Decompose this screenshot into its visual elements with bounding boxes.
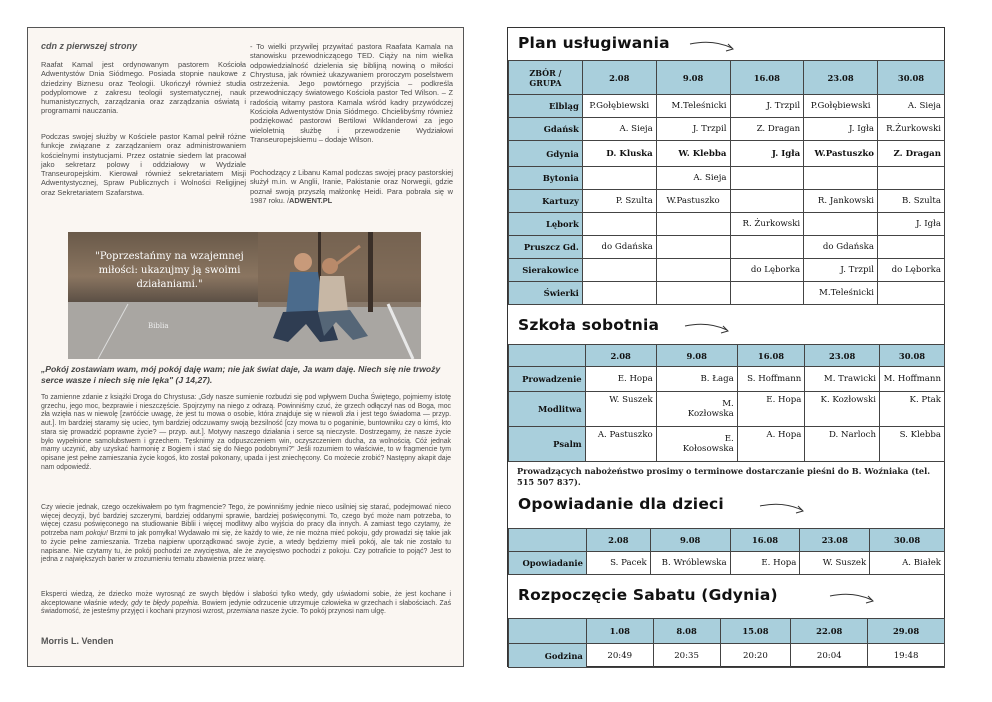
plan-cell <box>582 213 656 236</box>
author-name: Morris L. Venden <box>41 636 114 646</box>
ss-date: 30.08 <box>880 345 945 367</box>
plan-cell: J. Trzpil <box>656 118 730 141</box>
plan-row <box>509 95 945 118</box>
plan-date: 23.08 <box>804 61 878 95</box>
plan-table <box>508 60 945 305</box>
plan-cell: do Gdańska <box>582 236 656 259</box>
plan-row-name: Elbląg <box>509 95 583 118</box>
reflection-para3-em3: przemiana <box>226 608 259 616</box>
sabbath-start-title: Rozpoczęcie Sabatu (Gdynia) <box>518 586 778 604</box>
plan-date: 9.08 <box>656 61 730 95</box>
plan-date: 2.08 <box>582 61 656 95</box>
plan-cell: R. Jankowski <box>804 190 878 213</box>
sst-cell: 19:48 <box>868 644 945 668</box>
ss-cell: E. Kołosowska <box>656 427 737 462</box>
banner-quote-source: Biblia <box>148 322 169 330</box>
plan-cell <box>804 213 878 236</box>
ss-cell: K. Ptak <box>880 392 945 427</box>
article-col2-para1: - To wielki przywilej przywitać pastora Raafata Kamala na stanowisku przewodniczącego TED. Ciąży na nim wielka odpowiedzialność dzielenia się biblijną nowiną o miłości Chrystusa, jak również ukazywaniem proroczym poselstwem ostrzeżenia. Jego powtórnego przyjścia – podkreśla przewodniczący światowego Kościoła pastor Ted Wilson. – Z radością witamy pastora Kamala wśród kadry przywódczej Kościoła Adwentystów Dnia Siódmego. Chcielibyśmy również podziękować pastorowi Bertilowi Wiklanderowi za jego wieloletnią służbę i przewodzenie Wydziałowi Transeuropejskiemu – dodaje Wilson. <box>250 42 453 144</box>
plan-row <box>509 141 945 167</box>
children-story-arrow-icon <box>758 500 808 518</box>
plan-cell: R.Żurkowski <box>878 118 945 141</box>
cs-row-name: Opowiadanie <box>509 552 587 575</box>
plan-cell <box>730 190 804 213</box>
ss-cell: S. Hoffmann <box>737 367 805 392</box>
plan-cell: W.Pastuszko <box>656 190 730 213</box>
plan-cell: do Lęborka <box>878 259 945 282</box>
plan-cell <box>582 167 656 190</box>
plan-cell: P. Szulta <box>582 190 656 213</box>
sst-cell: 20:35 <box>653 644 720 668</box>
cs-cell: E. Hopa <box>730 552 800 575</box>
reflection-para2-a: Czy wiecie jednak, czego oczekiwałem po tym fragmencie? Tego, że powinniśmy jednie nieco usilniej się starać, podejmować nieco więcej decyzji, być bardziej szczerymi, bardziej oddanymi sprawie, bardziej poświęconymi. To, czego być może nam potrzeba, to więcej czasu poświęconego na studiowanie Biblii i więcej modlitwy albo wyjścia do pracy dla innych. A zamiast tego czytamy, że potrzeba nam <box>41 504 451 538</box>
plan-cell: Z. Dragan <box>730 118 804 141</box>
newsletter-right-page <box>507 27 945 667</box>
cs-date: 23.08 <box>800 529 870 552</box>
sabbath-school-title: Szkoła sobotnia <box>518 316 660 334</box>
sst-row-name: Godzina <box>509 644 587 668</box>
quote-banner-image <box>68 232 421 359</box>
cs-corner <box>509 529 587 552</box>
sst-cell: 20:04 <box>791 644 868 668</box>
sst-date: 22.08 <box>791 619 868 644</box>
plan-row-name: Świerki <box>509 282 583 305</box>
plan-cell: A. Sieja <box>878 95 945 118</box>
ss-cell: E. Hopa <box>585 367 656 392</box>
sst-date: 8.08 <box>653 619 720 644</box>
plan-row-name: Sierakowice <box>509 259 583 282</box>
ss-date: 16.08 <box>737 345 805 367</box>
plan-cell: J. Trzpil <box>804 259 878 282</box>
plan-row-name: Gdańsk <box>509 118 583 141</box>
plan-row <box>509 213 945 236</box>
plan-row <box>509 236 945 259</box>
cs-date: 16.08 <box>730 529 800 552</box>
plan-cell <box>730 167 804 190</box>
plan-cell <box>656 236 730 259</box>
plan-cell: B. Szulta <box>878 190 945 213</box>
reflection-para3-a: Eksperci wiedzą, że dziecko może wyrosnąć ze swych błędów i słabości tylko wtedy, gdy uświadomi sobie, że jest kochane i akceptowane właśnie <box>41 591 451 607</box>
plan-cell: J. Igła <box>804 118 878 141</box>
reflection-para3-b: te <box>142 599 153 607</box>
ss-row <box>509 427 945 462</box>
ss-date: 23.08 <box>805 345 880 367</box>
plan-cell: W. Klebba <box>656 141 730 167</box>
cs-cell: S. Pacek <box>586 552 650 575</box>
plan-cell <box>878 236 945 259</box>
ss-row <box>509 392 945 427</box>
plan-cell: do Gdańska <box>804 236 878 259</box>
plan-cell <box>582 282 656 305</box>
children-story-table <box>508 528 945 575</box>
plan-cell: J. Trzpil <box>730 95 804 118</box>
reflection-para2-b: Brzmi to jak pomyłka! Wydawało mi się, że każdy to wie, że nie można mieć pokoju, gdy prowadzi się takie jak to życie pełne zamieszania. Trzeba najpierw uporządkować swoje życie, a wtedy będziemy mieli pokój, ale tak nie zostało tu napisane. Nie czytamy tu, że pokój pochodzi ze zwycięstwa, ale że zwycięstwo pochodzi z pokoju. Czy potraficie to pojąć? Jest to jedna z największych barier w zrozumieniu tematu zbawienia przez wiarę. <box>41 530 451 564</box>
ss-cell: K. Kozłowski <box>805 392 880 427</box>
plan-cell <box>878 282 945 305</box>
plan-cell: A. Sieja <box>582 118 656 141</box>
ss-date: 2.08 <box>585 345 656 367</box>
plan-row <box>509 118 945 141</box>
cs-cell: B. Wróblewska <box>650 552 730 575</box>
ss-cell: D. Narloch <box>805 427 880 462</box>
plan-cell: Z. Dragan <box>878 141 945 167</box>
plan-cell: P.Gołębiewski <box>582 95 656 118</box>
ss-cell: B. Łaga <box>656 367 737 392</box>
plan-cell: D. Kluska <box>582 141 656 167</box>
plan-cell <box>730 282 804 305</box>
sst-date: 1.08 <box>586 619 653 644</box>
plan-cell: J. Igła <box>730 141 804 167</box>
plan-cell: W.Pastuszko <box>804 141 878 167</box>
ss-cell: A. Pastuszko <box>585 427 656 462</box>
ss-cell: M. Kozłowska <box>656 392 737 427</box>
plan-cell <box>656 213 730 236</box>
plan-row-name: Kartuzy <box>509 190 583 213</box>
cs-row <box>509 552 945 575</box>
plan-title: Plan usługiwania <box>518 34 670 52</box>
plan-row <box>509 190 945 213</box>
sabbath-start-table <box>508 618 945 668</box>
plan-row-name: Bytonia <box>509 167 583 190</box>
plan-cell <box>656 282 730 305</box>
plan-corner: ZBÓR / GRUPA <box>509 61 583 95</box>
reflection-para2 <box>41 504 451 565</box>
sst-row <box>509 644 945 668</box>
banner-quote: "Poprzestańmy na wzajemnej miłości: ukazujmy ją swoimi działaniami." <box>95 251 244 290</box>
ss-cell: M. Trawicki <box>805 367 880 392</box>
article-col1-para1: Raafat Kamal jest ordynowanym pastorem Kościoła Adwentystów Dnia Siódmego. Posiada stopnie naukowe z dziedziny Biznesu oraz Teologii. Ukończył również studia podyplomowe z zakresu teologii systematycznej, nauk humanistycznych, zarządzania oraz zarządzania oświatą i programami nauczania. <box>41 60 246 116</box>
ss-date: 9.08 <box>656 345 737 367</box>
reflection-para3-d: nasze życie. To pokój przynosi nam ulgę. <box>258 608 386 616</box>
sst-cell: 20:49 <box>586 644 653 668</box>
plan-row <box>509 282 945 305</box>
ss-row-name: Prowadzenie <box>509 367 586 392</box>
article-col2-para2 <box>250 168 453 205</box>
ss-corner <box>509 345 586 367</box>
cs-date: 2.08 <box>586 529 650 552</box>
cs-cell: A. Białek <box>870 552 945 575</box>
plan-row <box>509 259 945 282</box>
plan-cell <box>878 167 945 190</box>
ss-cell: E. Hopa <box>737 392 805 427</box>
sst-date: 15.08 <box>720 619 791 644</box>
article-col2-para2-text: Pochodzący z Libanu Kamal podczas swojej pracy pastorskiej służył m.in. w Anglii, Iranie, Pakistanie oraz Norwegii, gdzie poznał swoją przyszłą małżonkę Heidi. Para pobrała się w 1987 roku. / <box>250 168 453 205</box>
ss-cell: M. Hoffmann <box>880 367 945 392</box>
plan-cell <box>804 167 878 190</box>
sst-corner <box>509 619 587 644</box>
reflection-para3-em1: wtedy, gdy <box>109 599 143 607</box>
newsletter-left-page <box>27 27 464 667</box>
plan-date: 16.08 <box>730 61 804 95</box>
sabbath-school-arrow-icon <box>683 320 733 338</box>
reflection-para1: To zamienne zdanie z książki Droga do Chrystusa: „Gdy nasze sumienie rozbudzi się pod wpływem Ducha Świętego, pojmiemy istotę grzechu, jego moc, bezprawie i nieszczęście. Spojrzymy na niego z odrazą. Powinniśmy czuć, że grzech odłączył nas od Boga, moc zła wzięła nas w niewolę [zwróćcie uwagę, że jest tu mowa o osobie, która znajduje się w niewoli zła i jest tego świadoma — przyp. aut.]. Im bardziej staramy się uciec, tym bardziej odczuwamy swoją bezsilność [czy mowa tu o poganinie, buntowniku czy o kimś, kto stara się prowadzić poprawne życie? — przyp. aut.]. Motywy naszego działania i serce są nieczyste. Dostrzegamy, że nasze życie było wypełnione samolubstwem i grzechem. Tęsknimy za odpuszczeniem win, oczyszczeniem ducha, za wolnością. Cóż jednak mamy uczynić, aby uzyskać harmonię z Bogiem i stać się do Niego podobnymi?" Jeśli rozumiem to właściwie, to w fragmencie tym opisane jest pełne zamieszania życie kogoś, kto został pokonany, upada i jest zniechęcony. Co możecie zrobić? Następny akapit daje nam odpowiedź. <box>41 394 451 471</box>
ss-row-name: Modlitwa <box>509 392 586 427</box>
reflection-para3-c: Bowiem jedynie odrzucenie utrzymuje człowieka w grzechach i słabościach. Zaś świadomość, że jesteśmy przyjęci i kochani przynosi wzrost, <box>41 599 452 616</box>
plan-cell: A. Sieja <box>656 167 730 190</box>
plan-cell: M.Teleśnicki <box>804 282 878 305</box>
children-story-title: Opowiadanie dla dzieci <box>518 495 724 513</box>
plan-cell <box>582 259 656 282</box>
bible-verse: „Pokój zostawiam wam, mój pokój daję wam; nie jak świat daje, Ja wam daję. Niech się nie trwoży serce wasze i niech się nie lęka" (J 14,27). <box>41 364 441 385</box>
plan-cell <box>656 259 730 282</box>
ss-cell: S. Klebba <box>880 427 945 462</box>
reflection-para3 <box>41 591 451 617</box>
plan-cell: J. Igła <box>878 213 945 236</box>
sst-date: 29.08 <box>868 619 945 644</box>
plan-cell <box>730 236 804 259</box>
plan-cell: M.Teleśnicki <box>656 95 730 118</box>
sabbath-school-note: Prowadzących nabożeństwo prosimy o terminowe dostarczanie pieśni do B. Woźniaka (tel. 515 507 837). <box>517 466 931 487</box>
plan-row <box>509 167 945 190</box>
ss-cell: A. Hopa <box>737 427 805 462</box>
plan-row-name: Gdynia <box>509 141 583 167</box>
plan-cell: do Lęborka <box>730 259 804 282</box>
source-link[interactable]: ADWENT.PL <box>289 195 333 205</box>
continued-header: cdn z pierwszej strony <box>41 41 138 51</box>
plan-row-name: Pruszcz Gd. <box>509 236 583 259</box>
plan-date: 30.08 <box>878 61 945 95</box>
plan-row-name: Lębork <box>509 213 583 236</box>
cs-date: 30.08 <box>870 529 945 552</box>
reflection-para2-em: pokoju! <box>85 530 108 538</box>
cs-date: 9.08 <box>650 529 730 552</box>
plan-arrow-icon <box>688 38 738 56</box>
sabbath-start-arrow-icon <box>828 590 878 608</box>
reflection-para3-em2: błędy popełnia. <box>152 599 200 607</box>
sst-cell: 20:20 <box>720 644 791 668</box>
cs-cell: W. Suszek <box>800 552 870 575</box>
ss-row-name: Psalm <box>509 427 586 462</box>
plan-cell: R. Żurkowski <box>730 213 804 236</box>
article-col1-para2: Podczas swojej służby w Kościele pastor Kamal pełnił różne funkcje związane z zarządzaniem oraz administrowaniem kościelnymi instytucjami. Przez ostatnie siedem lat pracował jako sekretarz polowy i oddziałowy w Wydziale Transeuropejskim. Kierował również sekretariatem Misji Adwentystycznej, Spraw Publicznych i Wolności Religijnej oraz Sekretariatem Szafarstwa. <box>41 132 246 197</box>
sabbath-school-table <box>508 344 945 462</box>
ss-row <box>509 367 945 392</box>
ss-cell: W. Suszek <box>585 392 656 427</box>
plan-cell: P.Gołębiewski <box>804 95 878 118</box>
